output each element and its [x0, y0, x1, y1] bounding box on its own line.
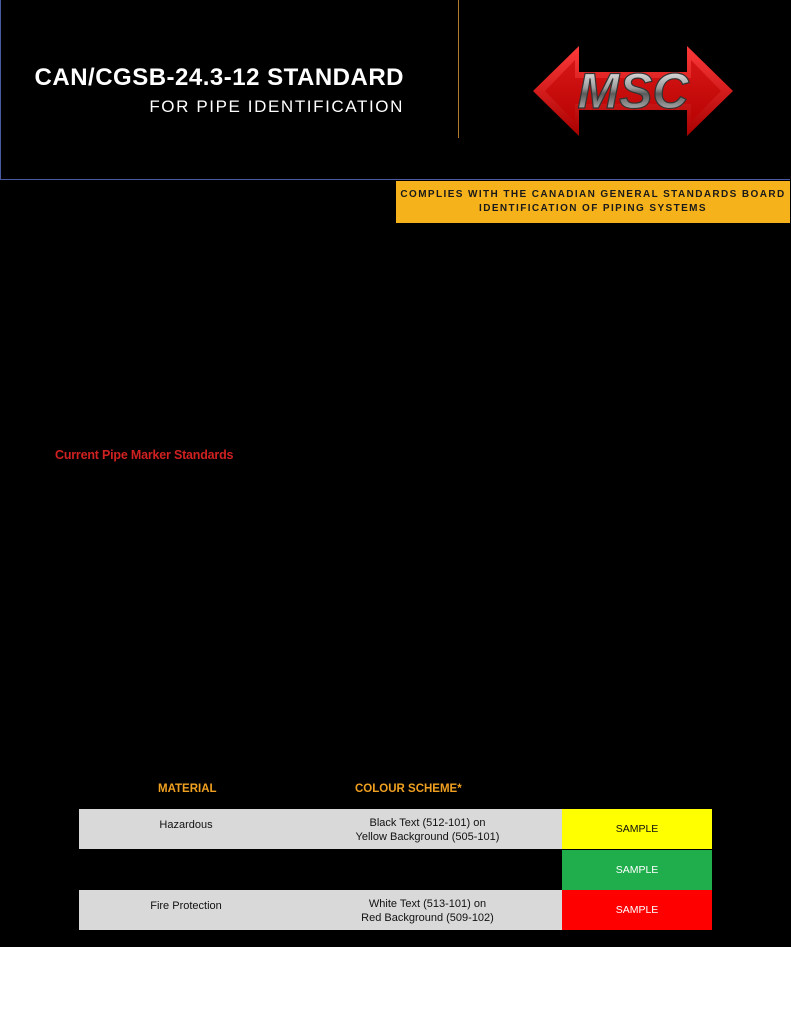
table-row: [79, 809, 712, 849]
colour-scheme-cell: [293, 890, 562, 930]
table-row: [79, 850, 712, 890]
header-divider: [458, 0, 459, 138]
sample-swatch: SAMPLE: [562, 890, 712, 930]
section-heading: Current Pipe Marker Standards: [55, 448, 234, 462]
sample-swatch: SAMPLE: [562, 850, 712, 890]
column-header-material: MATERIAL: [158, 783, 217, 795]
compliance-banner: [396, 181, 790, 223]
colour-scheme-cell: [293, 850, 562, 890]
page-title: CAN/CGSB-24.3-12 STANDARD: [34, 64, 404, 91]
column-header-colour-scheme: COLOUR SCHEME*: [355, 783, 462, 795]
header: [0, 0, 790, 180]
material-cell: [79, 850, 293, 890]
colour-scheme-cell: [293, 809, 562, 849]
colour-scheme-line-2: Red Background (509-102): [361, 912, 494, 924]
page-subtitle: FOR PIPE IDENTIFICATION: [149, 97, 404, 116]
colour-scheme-line-1: Black Text (512-101) on: [369, 817, 486, 829]
material-cell: Fire Protection: [79, 890, 293, 930]
msc-logo: [531, 44, 735, 138]
colour-scheme-line-1: White Text (513-101) on: [368, 898, 487, 910]
table-row: [79, 890, 712, 930]
material-cell: Hazardous: [79, 809, 293, 849]
colour-scheme-line-2: Yellow Background (505-101): [355, 831, 500, 843]
compliance-line-2: IDENTIFICATION OF PIPING SYSTEMS: [479, 203, 707, 214]
compliance-line-1: COMPLIES WITH THE CANADIAN GENERAL STANDARDS BOARD: [400, 189, 786, 200]
sample-swatch: SAMPLE: [562, 809, 712, 849]
logo-text: MSC: [577, 63, 689, 119]
